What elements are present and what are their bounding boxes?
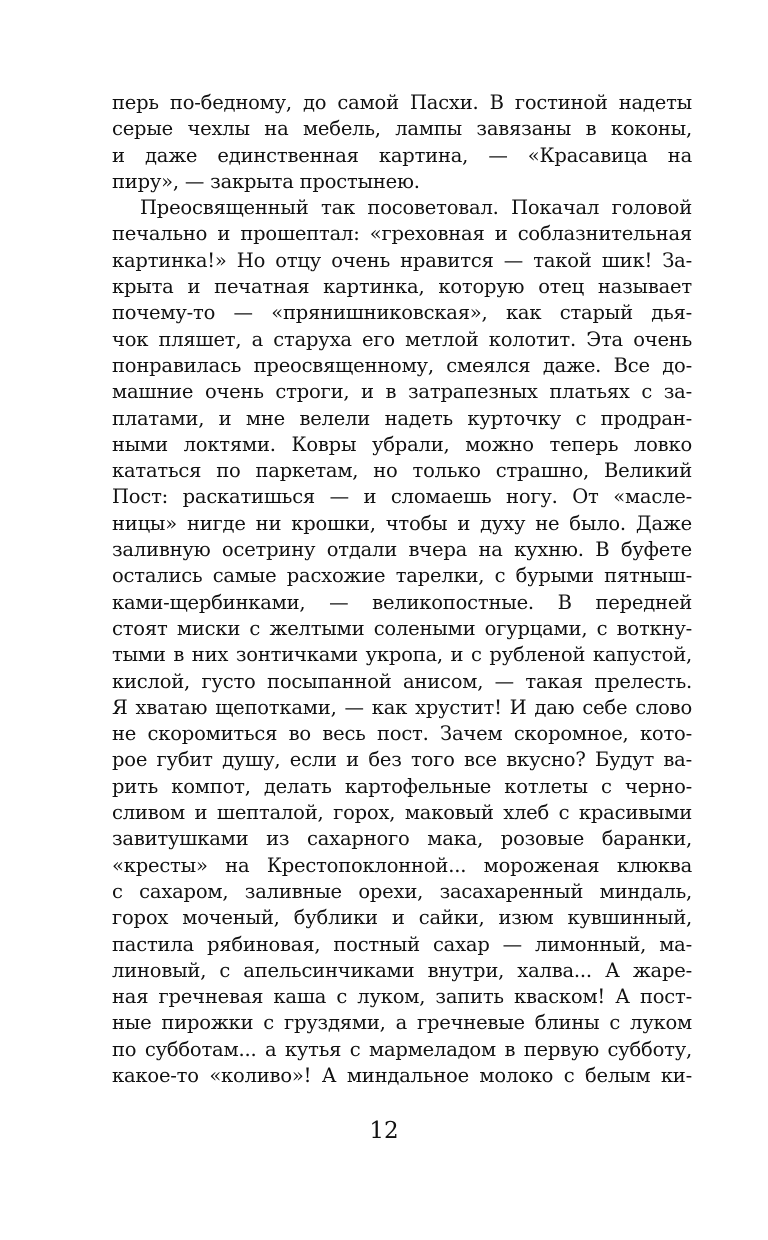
text-line: какое-то «коливо»! А миндальное молоко с белым ки- <box>112 1063 692 1087</box>
text-line: заливную осетрину отдали вчера на кухню. В буфете <box>112 538 692 562</box>
text-line: перь по-бедному, до самой Пасхи. В гостиной надеты <box>112 91 692 114</box>
text-line: сливом и шепталой, горох, маковый хлеб с красивыми <box>112 801 692 825</box>
text-line: тыми в них зонтичками укропа, и с рубленой капустой, <box>112 643 692 667</box>
text-line: Я хватаю щепотками, — как хрустит! И даю себе слово <box>112 695 692 719</box>
text-line: горох моченый, бублики и сайки, изюм кувшинный, <box>112 906 692 930</box>
text-line: стоят миски с желтыми солеными огурцами, с воткну- <box>112 616 692 640</box>
text-line: линовый, с апельсинчиками внутри, халва... А жаре- <box>112 958 692 982</box>
text-line: ками-щербинками, — великопостные. В передней <box>112 590 692 614</box>
text-line: ная гречневая каша с луком, запить кваском! А пост- <box>112 985 692 1009</box>
text-line: ницы» нигде ни крошки, чтобы и духу не было. Даже <box>112 511 692 535</box>
text-line: печально и прошептал: «греховная и соблазнительная <box>112 222 692 246</box>
text-line: понравилась преосвященному, смеялся даже. Все до- <box>112 353 692 377</box>
page-number: 12 <box>369 1118 399 1144</box>
paragraph <box>112 90 692 195</box>
text-line: кататься по паркетам, но только страшно, Великий <box>112 459 692 483</box>
text-line: и даже единственная картина, — «Красавица на <box>112 143 692 167</box>
text-line: рое губит душу, если и без того все вкусно? Будут ва- <box>112 748 692 772</box>
text-line: машние очень строги, и в затрапезных платьях с за- <box>112 380 692 404</box>
text-line: пастила рябиновая, постный сахар — лимонный, ма- <box>112 932 692 956</box>
text-line: рить компот, делать картофельные котлеты с черно- <box>112 774 692 798</box>
text-line: пиру», — закрыта простынею. <box>112 169 420 193</box>
text-line: платами, и мне велели надеть курточку с продран- <box>112 406 692 430</box>
text-line: картинка!» Но отцу очень нравится — такой шик! За- <box>112 248 692 272</box>
text-line: по субботам... а кутья с мармеладом в первую субботу, <box>112 1037 692 1061</box>
text-line: остались самые расхожие тарелки, с бурыми пятныш- <box>112 564 692 588</box>
text-line: с сахаром, заливные орехи, засахаренный миндаль, <box>112 879 692 903</box>
text-line: не скоромиться во весь пост. Зачем скоромное, кото- <box>112 722 692 746</box>
text-line: завитушками из сахарного мака, розовые баранки, <box>112 827 692 851</box>
paragraph <box>112 195 692 1089</box>
text-line: ные пирожки с груздями, а гречневые блины с луком <box>112 1011 692 1035</box>
text-line: чок пляшет, а старуха его метлой колотит. Эта очень <box>112 327 692 351</box>
text-line: ными локтями. Ковры убрали, можно теперь ловко <box>112 432 692 456</box>
text-line: серые чехлы на мебель, лампы завязаны в коконы, <box>112 117 692 141</box>
text-line: «кресты» на Крестопоклонной... мороженая клюква <box>112 853 692 877</box>
text-line: Пост: раскатишься — и сломаешь ногу. От «масле- <box>112 485 692 509</box>
text-body <box>112 90 692 1089</box>
text-line: почему-то — «прянишниковская», как старый дья- <box>112 301 692 325</box>
text-line: Преосвященный так посоветовал. Покачал головой <box>140 196 692 220</box>
text-line: кислой, густо посыпанной анисом, — такая прелесть. <box>112 669 692 693</box>
text-line: крыта и печатная картинка, которую отец называет <box>112 275 692 299</box>
